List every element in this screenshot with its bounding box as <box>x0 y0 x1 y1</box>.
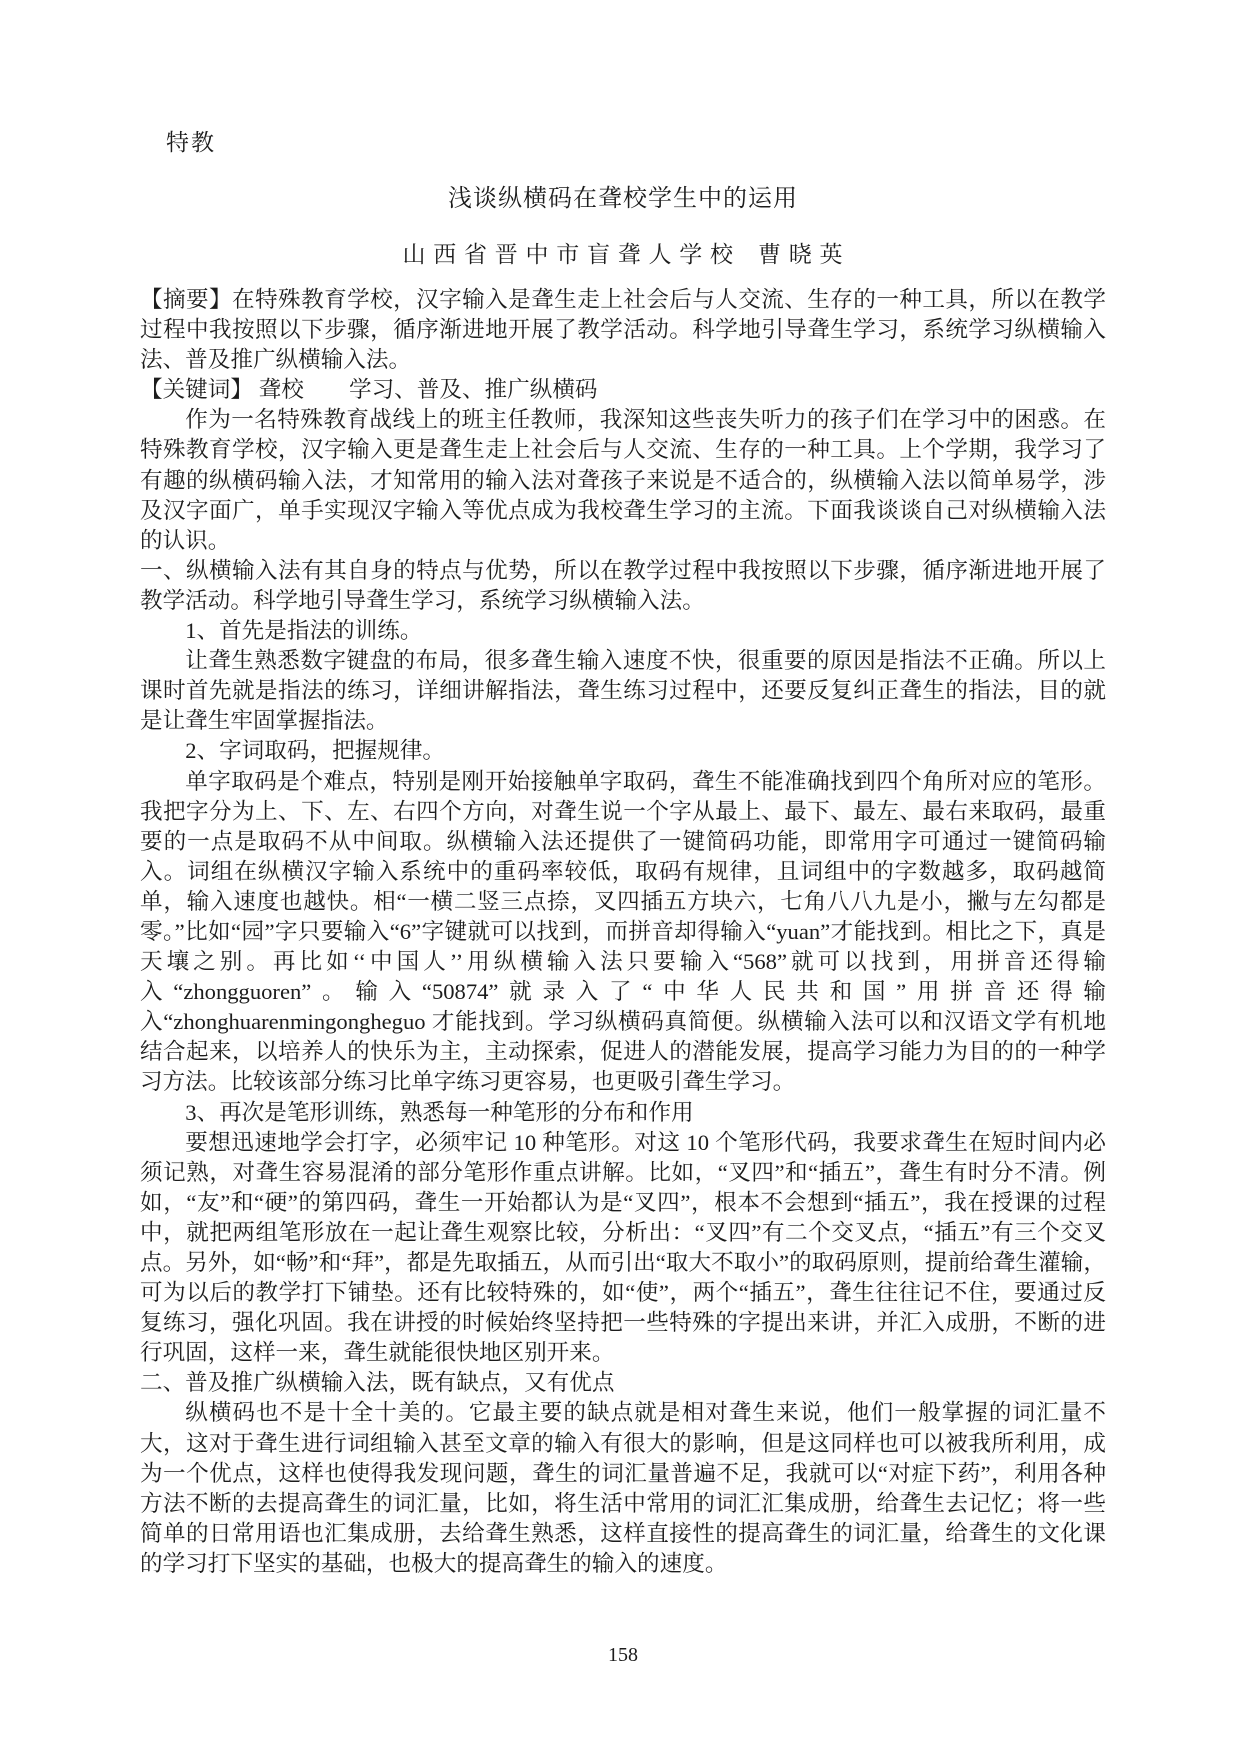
paragraph: 要想迅速地学会打字，必须牢记 10 种笔形。对这 10 个笔形代码，我要求聋生在短时间内必须记熟，对聋生容易混淆的部分笔形作重点讲解。比如，“叉四”和“插五”，聋生有时分不清。例如，“友”和“硬”的第四码，聋生一开始都认为是“叉四”，根本不会想到“插五”，我在授课的过程中，就把两组笔形放在一起让聋生观察比较，分析出：“叉四”有二个交叉点，“插五”有三个交叉点。另外，如“畅”和“拜”，都是先取插五，从而引出“取大不取小”的取码原则，提前给聋生灌输，可为以后的教学打下铺垫。还有比较特殊的，如“使”，两个“插五”，聋生往往记不住，要通过反复练习，强化巩固。我在讲授的时候始终坚持把一些特殊的字提出来讲，并汇入成册，不断的进行巩固，这样一来，聋生就能很快地区别开来。 <box>140 1129 1106 1366</box>
journal-label: 特教 <box>166 130 216 155</box>
paragraph: 单字取码是个难点，特别是刚开始接触单字取码，聋生不能准确找到四个角所对应的笔形。我把字分为上、下、左、右四个方向，对聋生说一个字从最上、最下、最左、最右来取码，最重要的一点是取码不从中间取。纵横输入法还提供了一键简码功能，即常用字可通过一键简码输入。词组在纵横汉字输入系统中的重码率较低，取码有规律，且词组中的字数越多，取码越简单，输入速度也越快。相“一横二竖三点捺，叉四插五方块六，七角八八九是小，撇与左勾都是零。”比如“园”字只要输入“6”字键就可以找到，而拼音却得输入“yuan”才能找到。相比之下，真是天壤之别。再比如‘‘中国人’’用纵横输入法只要输入“568”就可以找到，用拼音还得输入“zhongguoren”。输入“50874”就录入了“中华人民共和国”用拼音还得输入“zhonghuarenmingongheguo 才能找到。学习纵横码真简便。纵横输入法可以和汉语文学有机地结合起来，以培养人的快乐为主，主动探索，促进人的潜能发展，提高学习能力为目的的一种学习方法。比较该部分练习比单字练习更容易，也更吸引聋生学习。 <box>140 768 1106 1095</box>
paragraph: 二、普及推广纵横输入法，既有缺点，又有优点 <box>140 1370 615 1396</box>
paragraph: 纵横码也不是十全十美的。它最主要的缺点就是相对聋生来说，他们一般掌握的词汇量不大，这对于聋生进行词组输入甚至文章的输入有很大的影响，但是这同样也可以被我所利用，成为一个优点，这样也使得我发现问题，聋生的词汇量普遍不足，我就可以“对症下药”，利用各种方法不断的去提高聋生的词汇量，比如，将生活中常用的词汇汇集成册，给聋生去记忆；将一些简单的日常用语也汇集成册，去给聋生熟悉，这样直接性的提高聋生的词汇量，给聋生的文化课的学习打下坚实的基础，也极大的提高聋生的输入的速度。 <box>140 1400 1106 1576</box>
document-body <box>140 285 1106 1579</box>
paragraph: 一、纵横输入法有其自身的特点与优势，所以在教学过程中我按照以下步骤，循序渐进地开展了教学活动。科学地引导聋生学习，系统学习纵横输入法。 <box>140 557 1106 613</box>
paragraph: 1、首先是指法的训练。 <box>185 618 423 644</box>
author-affiliation-line: 山 西 省 晋 中 市 盲 聋 人 学 校 曹 晓 英 <box>402 242 844 267</box>
paragraph: 【摘要】在特殊教育学校，汉字输入是聋生走上社会后与人交流、生存的一种工具，所以在教学过程中我按照以下步骤，循序渐进地开展了教学活动。科学地引导聋生学习，系统学习纵横输入法、普及推广纵横输入法。 <box>140 287 1106 373</box>
paragraph: 【关键词】 聋校 学习、普及、推广纵横码 <box>140 377 598 403</box>
paragraph: 2、字词取码，把握规律。 <box>185 738 446 764</box>
paragraph: 让聋生熟悉数字键盘的布局，很多聋生输入速度不快，很重要的原因是指法不正确。所以上课时首先就是指法的练习，详细讲解指法，聋生练习过程中，还要反复纠正聋生的指法，目的就是让聋生牢固掌握指法。 <box>140 648 1106 734</box>
document-title: 浅谈纵横码在聋校学生中的运用 <box>448 186 798 212</box>
paragraph: 3、再次是笔形训练，熟悉每一种笔形的分布和作用 <box>185 1099 694 1125</box>
paragraph: 作为一名特殊教育战线上的班主任教师，我深知这些丧失听力的孩子们在学习中的困惑。在特殊教育学校，汉字输入更是聋生走上社会后与人交流、生存的一种工具。上个学期，我学习了有趣的纵横码输入法，才知常用的输入法对聋孩子来说是不适合的，纵横输入法以简单易学，涉及汉字面广，单手实现汉字输入等优点成为我校聋生学习的主流。下面我谈谈自己对纵横输入法的认识。 <box>140 407 1106 553</box>
page-number: 158 <box>608 1644 638 1666</box>
